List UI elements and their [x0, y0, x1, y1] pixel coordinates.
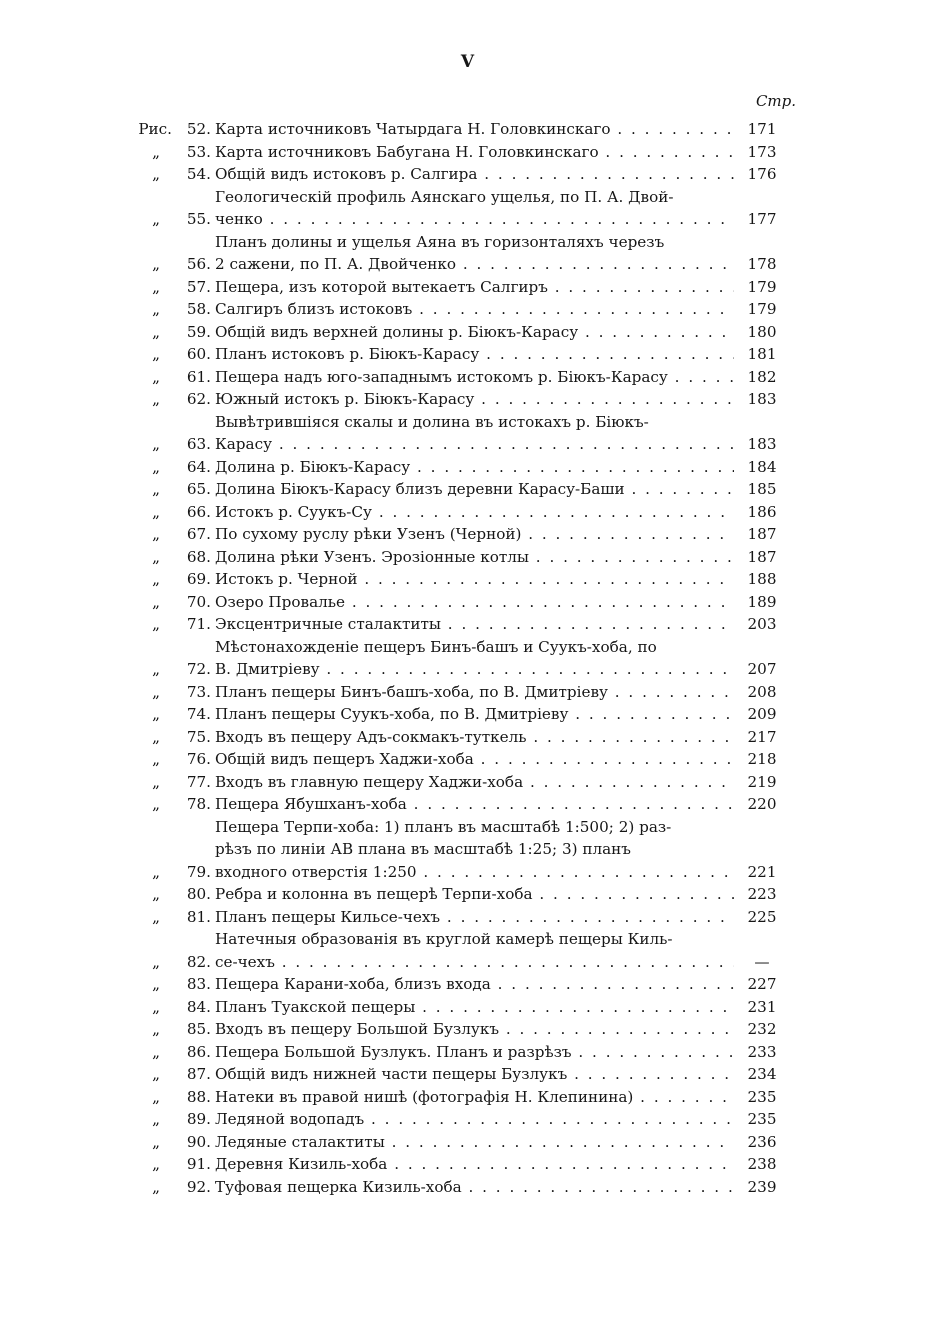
figure-entry	[0, 523, 936, 546]
caption-line: Натечныя образованія въ круглой камерѣ пещеры Киль-	[215, 930, 673, 948]
caption-line: Пещера Большой Бузлукъ. Планъ и разрѣзъ . . .	[215, 1041, 734, 1064]
page-ref: 171	[747, 120, 777, 138]
entry-prefix	[0, 771, 178, 794]
entry-prefix	[0, 456, 178, 479]
entry-prefix	[0, 906, 178, 929]
figure-caption	[214, 973, 734, 996]
figure-caption	[214, 613, 734, 636]
figure-caption	[214, 906, 734, 929]
page-ref: 177	[747, 210, 777, 228]
figure-caption	[214, 996, 734, 1019]
caption-line: Пещера, изъ которой вытекаетъ Салгиръ . . .	[215, 276, 734, 299]
page-ref: 183	[747, 390, 777, 408]
ditto-mark: „	[152, 525, 160, 543]
figure-caption	[214, 1176, 734, 1199]
ditto-mark: „	[152, 547, 160, 566]
figure-caption	[214, 478, 734, 501]
caption-line: Общій видъ пещеръ Хаджи-хоба . . .	[215, 748, 734, 771]
entry-prefix	[0, 951, 178, 974]
figure-entry	[0, 321, 936, 344]
figure-number: 72.	[186, 660, 211, 678]
entry-prefix	[0, 726, 178, 749]
entry-prefix	[0, 208, 178, 231]
ditto-mark: „	[152, 975, 160, 993]
figure-number: 67.	[186, 525, 211, 543]
entry-prefix	[0, 118, 178, 141]
figure-entry	[0, 1063, 936, 1086]
caption-line: Долина Біюкъ-Карасу близъ деревни Карасу-Баши . . .	[215, 478, 734, 501]
figure-number: 80.	[186, 885, 211, 903]
ditto-mark: „	[152, 795, 160, 813]
figure-entry	[0, 411, 936, 456]
figure-entry	[0, 298, 936, 321]
page-ref: 208	[747, 682, 777, 701]
caption-line: Общій видъ нижней части пещеры Бузлукъ . . .	[215, 1063, 734, 1086]
caption-line: Ледяные сталактиты . . .	[215, 1131, 734, 1154]
entry-prefix	[0, 568, 178, 591]
figure-caption	[214, 523, 734, 546]
entry-prefix	[0, 613, 178, 636]
figure-entry	[0, 456, 936, 479]
figure-caption	[214, 141, 734, 164]
figure-number: 76.	[186, 750, 211, 768]
caption-line: Планъ пещеры Суукъ-хоба, по В. Дмитріеву . . .	[215, 703, 734, 726]
figure-caption	[214, 1153, 734, 1176]
ditto-mark: „	[152, 435, 160, 453]
entry-prefix	[0, 253, 178, 276]
figure-caption	[214, 1108, 734, 1131]
caption-line: Планъ истоковъ р. Біюкъ-Карасу . . .	[215, 343, 734, 366]
figure-number: 78.	[186, 795, 211, 813]
figure-number: 60.	[186, 345, 211, 363]
caption-line: Общій видъ верхней долины р. Біюкъ-Карасу . . .	[215, 321, 734, 344]
entry-prefix	[0, 523, 178, 546]
figure-number: 86.	[186, 1042, 211, 1061]
figure-entry	[0, 478, 936, 501]
page-column-header: Стр.	[755, 92, 797, 110]
caption-line: Долина рѣки Узенъ. Эрозіонные котлы . . .	[215, 546, 734, 569]
page-ref: 233	[747, 1042, 777, 1061]
figure-caption	[214, 231, 734, 276]
figure-entry	[0, 1176, 936, 1199]
figure-entry	[0, 501, 936, 524]
figure-number: 66.	[186, 502, 211, 521]
page-ref: 181	[747, 345, 777, 363]
ditto-mark: „	[152, 142, 160, 161]
figure-caption	[214, 1131, 734, 1154]
ditto-mark: „	[152, 345, 160, 363]
page-ref: 176	[747, 165, 777, 183]
entry-prefix	[0, 433, 178, 456]
caption-line: Пещера Ябушханъ-хоба . . .	[215, 793, 734, 816]
ditto-mark: „	[152, 1020, 160, 1038]
caption-line: Долина р. Біюкъ-Карасу . . .	[215, 456, 734, 479]
figure-number: 91.	[186, 1155, 211, 1173]
ditto-mark: „	[152, 705, 160, 723]
caption-line: Озеро Провалье . . .	[215, 591, 734, 614]
figure-caption	[214, 681, 734, 704]
figure-entry	[0, 1131, 936, 1154]
figure-entry	[0, 231, 936, 276]
entry-prefix	[0, 793, 178, 816]
ditto-mark: „	[152, 615, 160, 633]
figure-entry	[0, 1108, 936, 1131]
figure-caption	[214, 636, 734, 681]
figure-entry	[0, 636, 936, 681]
page-ref: 235	[747, 1110, 777, 1128]
figure-caption	[214, 276, 734, 299]
entry-prefix	[0, 141, 178, 164]
entry-prefix	[0, 996, 178, 1019]
caption-line: ченко . . .	[215, 208, 734, 231]
figure-number: 61.	[186, 367, 211, 386]
figure-number: 68.	[186, 547, 211, 566]
caption-line: Истокъ р. Черной . . .	[215, 568, 734, 591]
figure-number: 55.	[186, 210, 211, 228]
figure-caption	[214, 726, 734, 749]
figure-number: 57.	[186, 277, 211, 296]
page-ref: 231	[747, 997, 777, 1016]
figure-entry	[0, 973, 936, 996]
figure-caption	[214, 118, 734, 141]
page-ref: 178	[747, 255, 777, 273]
entry-prefix	[0, 748, 178, 771]
entry-prefix	[0, 883, 178, 906]
figure-caption	[214, 883, 734, 906]
caption-line: Ребра и колонна въ пещерѣ Терпи-хоба . . .	[215, 883, 734, 906]
entry-prefix	[0, 1108, 178, 1131]
ditto-mark: „	[152, 277, 160, 296]
figure-entry	[0, 793, 936, 816]
entry-prefix	[0, 658, 178, 681]
figure-number: 90.	[186, 1132, 211, 1151]
figure-entry	[0, 1041, 936, 1064]
page-ref: 187	[747, 525, 777, 543]
page-ref: 180	[747, 322, 777, 341]
ditto-mark: „	[152, 210, 160, 228]
entry-prefix	[0, 973, 178, 996]
figure-caption	[214, 568, 734, 591]
figure-entry	[0, 906, 936, 929]
entry-prefix	[0, 591, 178, 614]
caption-line: Мѣстонахожденіе пещеръ Бинъ-башъ и Суукъ-хоба, по	[215, 637, 657, 656]
ditto-mark: „	[152, 682, 160, 701]
figure-caption	[214, 1041, 734, 1064]
entry-prefix	[0, 1041, 178, 1064]
ditto-mark: „	[152, 300, 160, 318]
figure-number: 88.	[186, 1087, 211, 1106]
ditto-mark: „	[152, 952, 160, 971]
figure-number: 65.	[186, 480, 211, 498]
figure-caption	[214, 388, 734, 411]
caption-line: Общій видъ истоковъ р. Салгира . . .	[215, 163, 734, 186]
ditto-mark: „	[152, 1132, 160, 1151]
ditto-mark: „	[152, 1042, 160, 1061]
figure-caption	[214, 771, 734, 794]
figure-entry	[0, 726, 936, 749]
figure-number: 84.	[186, 997, 211, 1016]
page-ref: 238	[747, 1155, 777, 1173]
figure-entry	[0, 681, 936, 704]
figure-caption	[214, 928, 734, 973]
figure-number: 92.	[186, 1177, 211, 1196]
page-ref: 179	[747, 277, 777, 296]
figure-caption	[214, 186, 734, 231]
page-ref: 239	[747, 1177, 777, 1196]
figure-entry	[0, 748, 936, 771]
page-ref: 234	[747, 1065, 777, 1083]
figure-caption	[214, 343, 734, 366]
caption-line: Вывѣтрившіяся скалы и долина въ истокахъ р. Біюкъ-	[215, 412, 649, 431]
ditto-mark: „	[152, 457, 160, 476]
figure-number: 71.	[186, 615, 211, 633]
ditto-mark: „	[152, 750, 160, 768]
page-ref: 209	[747, 705, 777, 723]
caption-line: Деревня Кизиль-хоба . . .	[215, 1153, 734, 1176]
ditto-mark: „	[152, 1177, 160, 1196]
page-ref: 182	[747, 367, 777, 386]
ditto-mark: „	[152, 997, 160, 1016]
figure-entry	[0, 118, 936, 141]
entry-prefix	[0, 343, 178, 366]
figure-entry	[0, 343, 936, 366]
caption-line: Входъ въ главную пещеру Хаджи-хоба . . .	[215, 771, 734, 794]
entry-prefix	[0, 478, 178, 501]
caption-line: Входъ въ пещеру Большой Бузлукъ . . .	[215, 1018, 734, 1041]
figure-caption	[214, 1063, 734, 1086]
ditto-mark: „	[152, 480, 160, 498]
caption-line: Пещера Терпи-хоба: 1) планъ въ масштабѣ 1:500; 2) раз-	[215, 817, 672, 836]
figure-number: 52.	[186, 120, 211, 138]
figure-caption	[214, 366, 734, 389]
figure-entry	[0, 928, 936, 973]
figure-number: 56.	[186, 255, 211, 273]
ditto-mark: „	[152, 367, 160, 386]
ditto-mark: „	[152, 322, 160, 341]
ditto-mark: „	[152, 390, 160, 408]
figure-entry	[0, 546, 936, 569]
entry-prefix	[0, 321, 178, 344]
page-ref: —	[754, 952, 770, 971]
caption-line: входного отверстія 1:250 . . .	[215, 861, 734, 884]
page-ref: 203	[747, 615, 777, 633]
caption-line: Истокъ р. Суукъ-Су . . .	[215, 501, 734, 524]
caption-line: 2 сажени, по П. А. Двойченко . . .	[215, 253, 734, 276]
page-ref: 220	[747, 795, 777, 813]
ditto-mark: „	[152, 885, 160, 903]
figure-number: 54.	[186, 165, 211, 183]
ditto-mark: „	[152, 165, 160, 183]
figure-number: 69.	[186, 570, 211, 588]
page-number: V	[460, 52, 476, 72]
figure-caption	[214, 748, 734, 771]
ditto-mark: „	[152, 592, 160, 611]
figure-number: 59.	[186, 322, 211, 341]
ditto-mark: „	[152, 727, 160, 746]
figure-caption	[214, 703, 734, 726]
figure-caption	[214, 411, 734, 456]
entry-prefix	[0, 861, 178, 884]
entry-prefix	[0, 1018, 178, 1041]
caption-line: рѣзъ по линіи АВ плана въ масштабѣ 1:25; 3) планъ	[215, 840, 631, 858]
entry-prefix	[0, 681, 178, 704]
entry-prefix	[0, 1153, 178, 1176]
entry-prefix	[0, 546, 178, 569]
page-ref: 217	[747, 727, 777, 746]
caption-line: В. Дмитріеву . . .	[215, 658, 734, 681]
figure-caption	[214, 1018, 734, 1041]
figure-number: 89.	[186, 1110, 211, 1128]
figure-caption	[214, 298, 734, 321]
caption-line: Карта источниковъ Бабугана Н. Головкинскаго . . .	[215, 141, 734, 164]
page-ref: 185	[747, 480, 777, 498]
figure-entry	[0, 703, 936, 726]
page-ref: 183	[747, 435, 777, 453]
figure-entry	[0, 613, 936, 636]
page-ref: 225	[747, 907, 777, 926]
figure-number: 75.	[186, 727, 211, 746]
figure-number: 64.	[186, 457, 211, 476]
figure-entry	[0, 771, 936, 794]
figure-caption	[214, 591, 734, 614]
page-ref: 235	[747, 1087, 777, 1106]
ditto-mark: „	[152, 255, 160, 273]
figure-entry	[0, 816, 936, 884]
entry-prefix	[0, 163, 178, 186]
caption-line: Эксцентричные сталактиты . . .	[215, 613, 734, 636]
caption-line: Планъ пещеры Бинъ-башъ-хоба, по В. Дмитріеву . . .	[215, 681, 734, 704]
figure-entry	[0, 163, 936, 186]
caption-line: Южный истокъ р. Біюкъ-Карасу . . .	[215, 388, 734, 411]
figure-number: 74.	[186, 705, 211, 723]
caption-line: Планъ долины и ущелья Аяна въ горизонталяхъ черезъ	[215, 232, 665, 251]
page-ref: 218	[747, 750, 777, 768]
entry-prefix	[0, 1086, 178, 1109]
page-ref: 179	[747, 300, 777, 318]
figure-number: 70.	[186, 592, 211, 611]
ditto-mark: „	[152, 570, 160, 588]
entry-prefix	[0, 298, 178, 321]
caption-line: Туфовая пещерка Кизиль-хоба . . .	[215, 1176, 734, 1199]
figure-entry	[0, 1018, 936, 1041]
figure-entry	[0, 883, 936, 906]
page-ref: 187	[747, 547, 777, 566]
figure-entry	[0, 591, 936, 614]
page-ref: 173	[747, 142, 777, 161]
figure-caption	[214, 816, 734, 884]
caption-line: По сухому руслу рѣки Узенъ (Черной) . . .	[215, 523, 734, 546]
ditto-mark: „	[152, 1065, 160, 1083]
figure-number: 77.	[186, 772, 211, 791]
caption-line: Геологическій профиль Аянскаго ущелья, по П. А. Двой-	[215, 187, 674, 206]
ditto-mark: „	[152, 1155, 160, 1173]
page-ref: 188	[747, 570, 777, 588]
figure-number: 63.	[186, 435, 211, 453]
figure-entry	[0, 276, 936, 299]
caption-line: Салгиръ близъ истоковъ . . .	[215, 298, 734, 321]
caption-line: Пещера надъ юго-западнымъ истокомъ р. Біюкъ-Карасу . . .	[215, 366, 734, 389]
figure-entry	[0, 366, 936, 389]
figure-number: 58.	[186, 300, 211, 318]
figure-number: 81.	[186, 907, 211, 926]
ditto-mark: „	[152, 1110, 160, 1128]
figure-entry	[0, 186, 936, 231]
caption-line: се-чехъ . . .	[215, 951, 734, 974]
figure-entry	[0, 141, 936, 164]
figure-number: 79.	[186, 862, 211, 881]
page-ref: 207	[747, 660, 777, 678]
entry-prefix	[0, 1131, 178, 1154]
page-ref: 223	[747, 885, 777, 903]
figure-entry	[0, 388, 936, 411]
entry-prefix	[0, 1176, 178, 1199]
ditto-mark: „	[152, 862, 160, 881]
figure-entry	[0, 568, 936, 591]
figure-number: 85.	[186, 1020, 211, 1038]
figure-list	[0, 118, 936, 1198]
ditto-mark: „	[152, 660, 160, 678]
page-ref: 227	[747, 975, 777, 993]
figure-caption	[214, 546, 734, 569]
caption-line: Планъ Туакской пещеры . . .	[215, 996, 734, 1019]
caption-line: Карта источниковъ Чатырдага Н. Головкинскаго . . .	[215, 118, 734, 141]
figure-caption	[214, 456, 734, 479]
figure-entry	[0, 1086, 936, 1109]
figure-caption	[214, 321, 734, 344]
page-ref: 219	[747, 772, 777, 791]
caption-line: Ледяной водопадъ . . .	[215, 1108, 734, 1131]
figure-number: 87.	[186, 1065, 211, 1083]
entry-prefix	[0, 276, 178, 299]
page-ref: 221	[747, 862, 777, 881]
entry-prefix	[0, 501, 178, 524]
page-ref: 232	[747, 1020, 777, 1038]
figure-caption	[214, 1086, 734, 1109]
figure-caption	[214, 793, 734, 816]
entry-prefix	[0, 703, 178, 726]
ditto-mark: „	[152, 1087, 160, 1106]
page-ref: 189	[747, 592, 777, 611]
entry-prefix	[0, 1063, 178, 1086]
entry-prefix	[0, 388, 178, 411]
caption-line: Натеки въ правой нишѣ (фотографія Н. Клепинина) . . .	[215, 1086, 734, 1109]
figure-abbrev: Рис.	[138, 120, 172, 138]
page-ref: 184	[747, 457, 777, 476]
figure-entry	[0, 996, 936, 1019]
figure-number: 83.	[186, 975, 211, 993]
ditto-mark: „	[152, 772, 160, 791]
caption-line: Входъ въ пещеру Адъ-сокмакъ-туткель . . .	[215, 726, 734, 749]
figure-entry	[0, 1153, 936, 1176]
page-ref: 186	[747, 502, 777, 521]
entry-prefix	[0, 366, 178, 389]
caption-line: Пещера Карани-хоба, близъ входа . . .	[215, 973, 734, 996]
ditto-mark: „	[152, 907, 160, 926]
figure-number: 82.	[186, 952, 211, 971]
ditto-mark: „	[152, 502, 160, 521]
figure-number: 53.	[186, 142, 211, 161]
figure-number: 62.	[186, 390, 211, 408]
figure-number: 73.	[186, 682, 211, 701]
figure-caption	[214, 501, 734, 524]
caption-line: Карасу . . .	[215, 433, 734, 456]
caption-line: Планъ пещеры Кильсе-чехъ . . .	[215, 906, 734, 929]
page-ref: 236	[747, 1132, 777, 1151]
figure-caption	[214, 163, 734, 186]
